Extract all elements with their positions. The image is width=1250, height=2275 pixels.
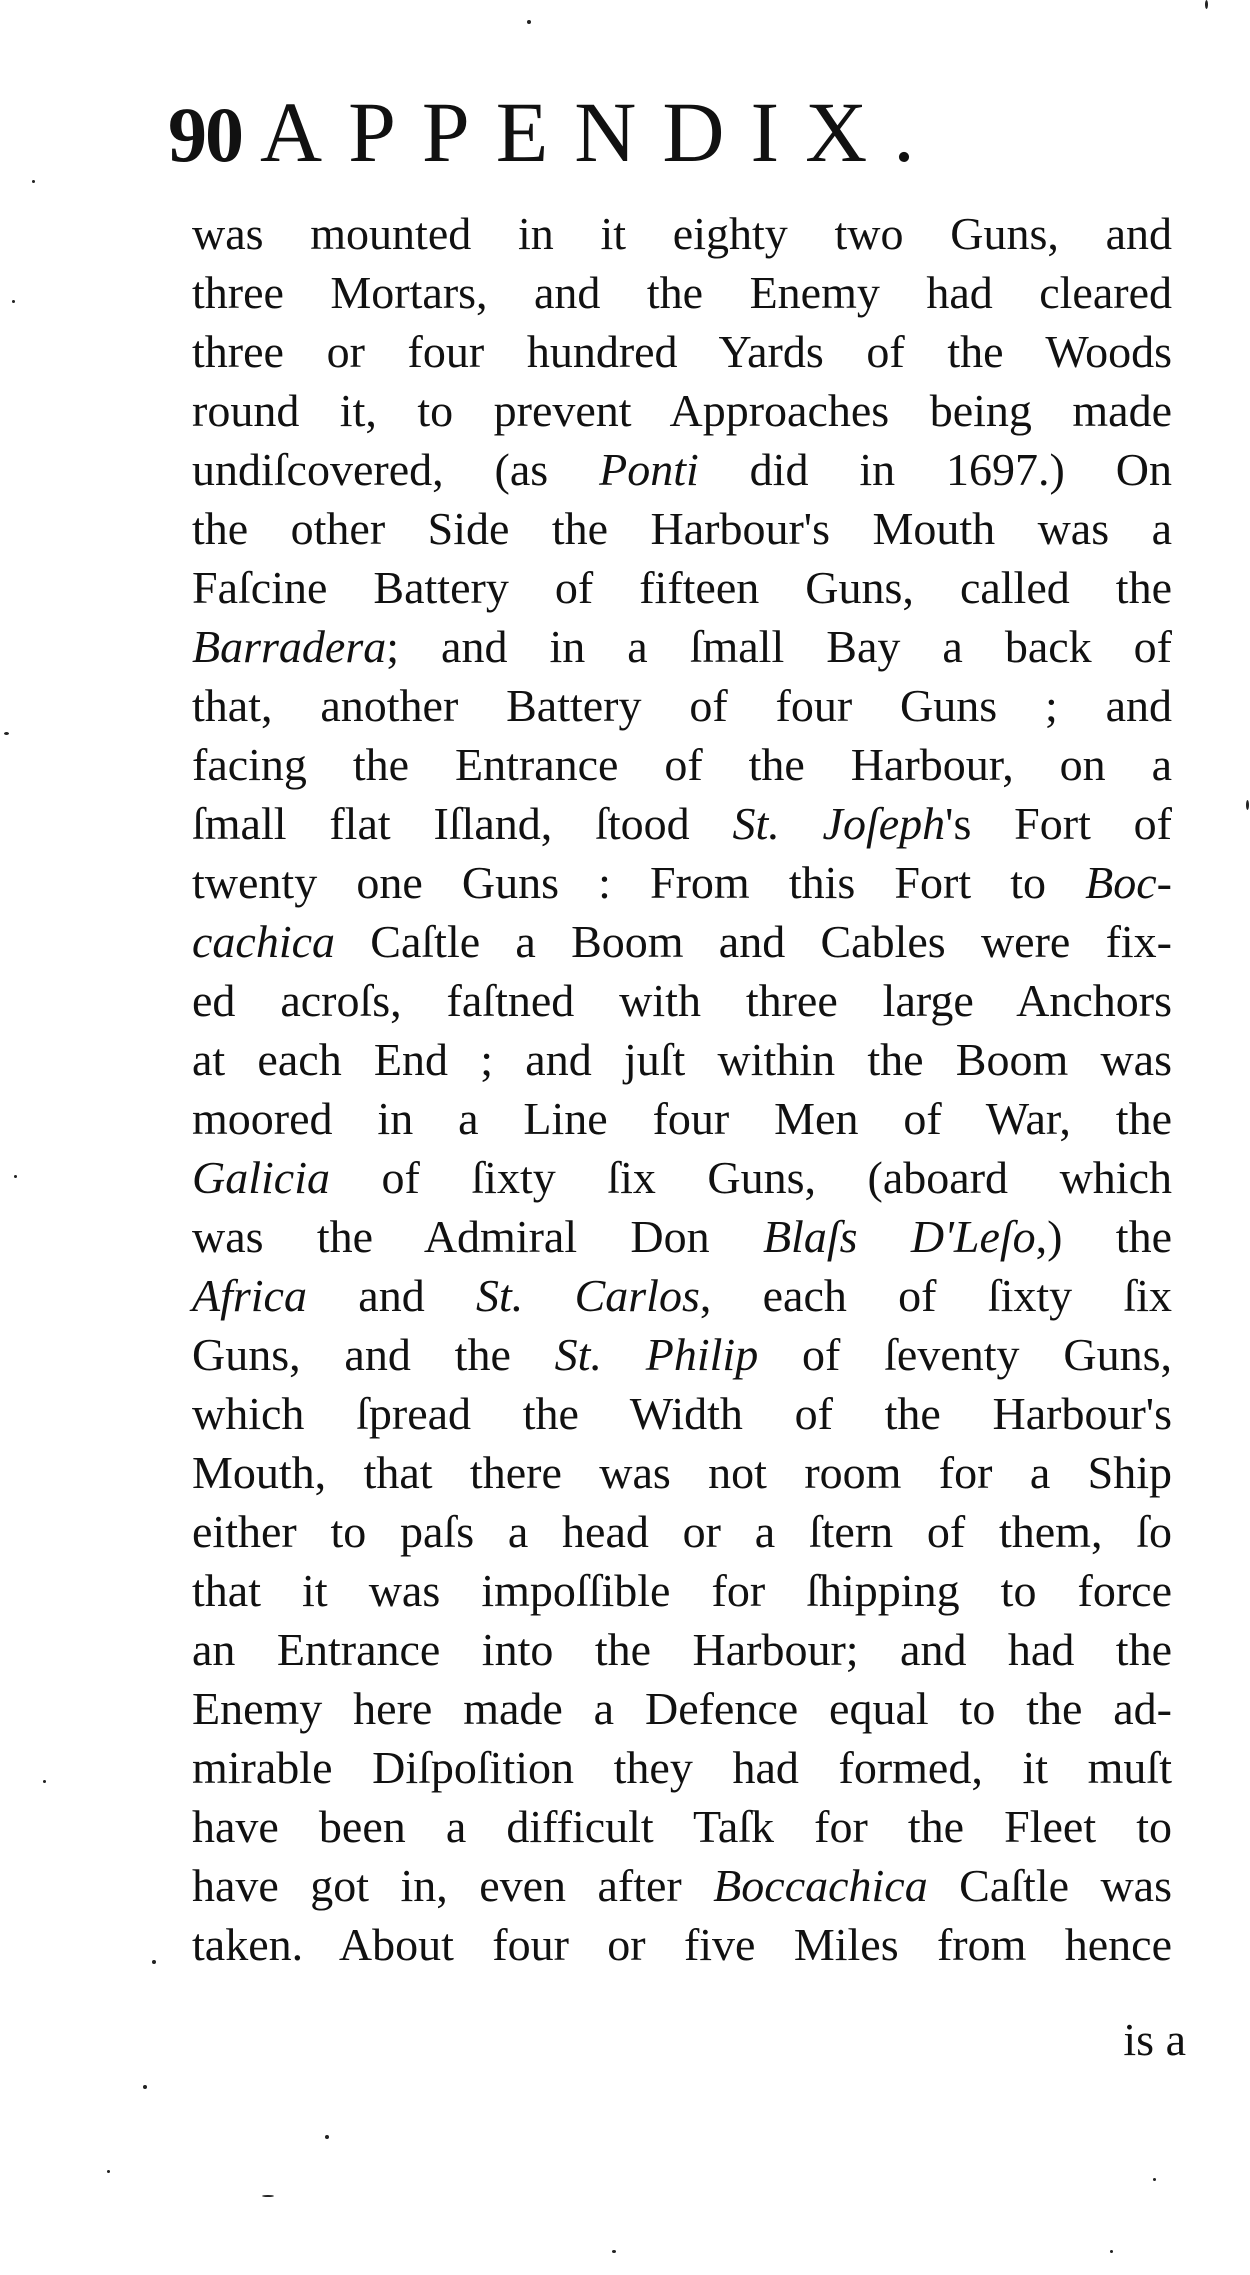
text-line [192, 558, 1172, 617]
italic-text: Africa [192, 1270, 307, 1321]
text-line [192, 1148, 1172, 1207]
text-run: undiſcovered, (as [192, 444, 600, 495]
running-head: APPENDIX. [260, 84, 941, 180]
page-header [168, 82, 941, 192]
text-line [192, 1384, 1172, 1443]
paper-speck [143, 2085, 147, 2089]
text-run: Guns, and the [192, 1329, 555, 1380]
text-line [192, 1561, 1172, 1620]
text-line [192, 617, 1172, 676]
paper-speck [107, 2170, 110, 2173]
paper-speck [43, 1780, 46, 1783]
text-run: of ſeventy Guns, [758, 1329, 1172, 1380]
text-line [192, 1856, 1172, 1915]
text-line [192, 1266, 1172, 1325]
paper-speck [262, 2195, 274, 2197]
text-line [192, 1325, 1172, 1384]
text-run: Mouth, that there was not room for a Ship [192, 1447, 1172, 1498]
text-line [192, 735, 1172, 794]
paper-speck [1110, 2250, 1113, 2253]
italic-text: St. Carlos [476, 1270, 700, 1321]
text-run: ; and in a ſmall Bay a back of [386, 621, 1172, 672]
text-line [192, 971, 1172, 1030]
text-run: have got in, even after [192, 1860, 714, 1911]
page-number: 90 [168, 91, 242, 178]
italic-text: St. Joſeph [732, 798, 946, 849]
catchword: is a [1123, 2014, 1186, 2065]
paper-speck [612, 2250, 616, 2253]
text-run: twenty one Guns : From this Fort to [192, 857, 1086, 908]
text-run: ſmall flat Iſland, ſtood [192, 798, 733, 849]
text-run: 's Fort of [945, 798, 1172, 849]
text-line [192, 794, 1172, 853]
text-line [192, 853, 1172, 912]
italic-text: Galicia [192, 1152, 330, 1203]
paper-speck [14, 1175, 17, 1178]
text-run: at each End ; and juſt within the Boom was [192, 1034, 1172, 1085]
text-line [192, 440, 1172, 499]
paper-speck [12, 300, 15, 303]
text-line [192, 499, 1172, 558]
text-run: facing the Entrance of the Harbour, on a [192, 739, 1172, 790]
text-line [192, 204, 1172, 263]
paper-speck [1153, 2178, 1156, 2181]
italic-text: Barradera [192, 621, 387, 672]
italic-text: cachica [192, 916, 336, 967]
text-line [192, 1502, 1172, 1561]
text-run: Caſtle was [927, 1860, 1172, 1911]
text-run: ed acroſs, faſtned with three large Anchors [192, 975, 1172, 1026]
text-line [192, 381, 1172, 440]
text-run: Enemy here made a Defence equal to the ad- [192, 1683, 1172, 1734]
text-run: the other Side the Harbour's Mouth was a [192, 503, 1172, 554]
text-run: did in 1697.) On [698, 444, 1172, 495]
text-line [192, 912, 1172, 971]
text-run: have been a difficult Taſk for the Fleet to [192, 1801, 1172, 1852]
paper-speck [152, 1960, 156, 1964]
italic-text: Ponti [599, 444, 699, 495]
text-run: that, another Battery of four Guns ; and [192, 680, 1172, 731]
paper-speck [325, 2135, 329, 2139]
text-run: was mounted in it eighty two Guns, and [192, 208, 1172, 259]
text-line [192, 1443, 1172, 1502]
text-run: either to paſs a head or a ſtern of them, ſo [192, 1506, 1172, 1557]
text-run: three or four hundred Yards of the Woods [192, 326, 1172, 377]
text-line [192, 1679, 1172, 1738]
paper-speck [32, 180, 35, 183]
text-run: mirable Diſpoſition they had formed, it muſt [192, 1742, 1172, 1793]
text-run: ,) the [1035, 1211, 1172, 1262]
paper-speck [1246, 800, 1249, 810]
italic-text: St. Philip [554, 1329, 759, 1380]
body-text [192, 204, 1172, 1974]
italic-text: Blaſs D'Leſo [762, 1211, 1036, 1262]
paper-speck [527, 20, 531, 24]
text-run: taken. About four or five Miles from hence [192, 1919, 1172, 1970]
text-line [192, 1797, 1172, 1856]
text-line [192, 1738, 1172, 1797]
paper-speck [4, 732, 9, 735]
text-line [192, 1089, 1172, 1148]
text-line [192, 1915, 1172, 1974]
text-run: Caſtle a Boom and Cables were fix- [335, 916, 1172, 967]
text-run: that it was impoſſible for ſhipping to force [192, 1565, 1172, 1616]
text-run: round it, to prevent Approaches being made [192, 385, 1172, 436]
text-line [192, 263, 1172, 322]
text-run: which ſpread the Width of the Harbour's [192, 1388, 1172, 1439]
text-run: moored in a Line four Men of War, the [192, 1093, 1172, 1144]
text-line [192, 1030, 1172, 1089]
paper-speck [1205, 0, 1208, 9]
text-line [192, 676, 1172, 735]
text-run: of ſixty ſix Guns, (aboard which [329, 1152, 1172, 1203]
text-run: Faſcine Battery of fifteen Guns, called the [192, 562, 1172, 613]
text-run: three Mortars, and the Enemy had cleared [192, 267, 1172, 318]
text-run: an Entrance into the Harbour; and had the [192, 1624, 1172, 1675]
text-line [192, 1620, 1172, 1679]
italic-text: Boc- [1085, 857, 1172, 908]
text-line [192, 1207, 1172, 1266]
text-run: was the Admiral Don [192, 1211, 763, 1262]
text-line [192, 322, 1172, 381]
text-run: , each of ſixty ſix [699, 1270, 1172, 1321]
text-run: and [306, 1270, 476, 1321]
italic-text: Boccachica [713, 1860, 928, 1911]
